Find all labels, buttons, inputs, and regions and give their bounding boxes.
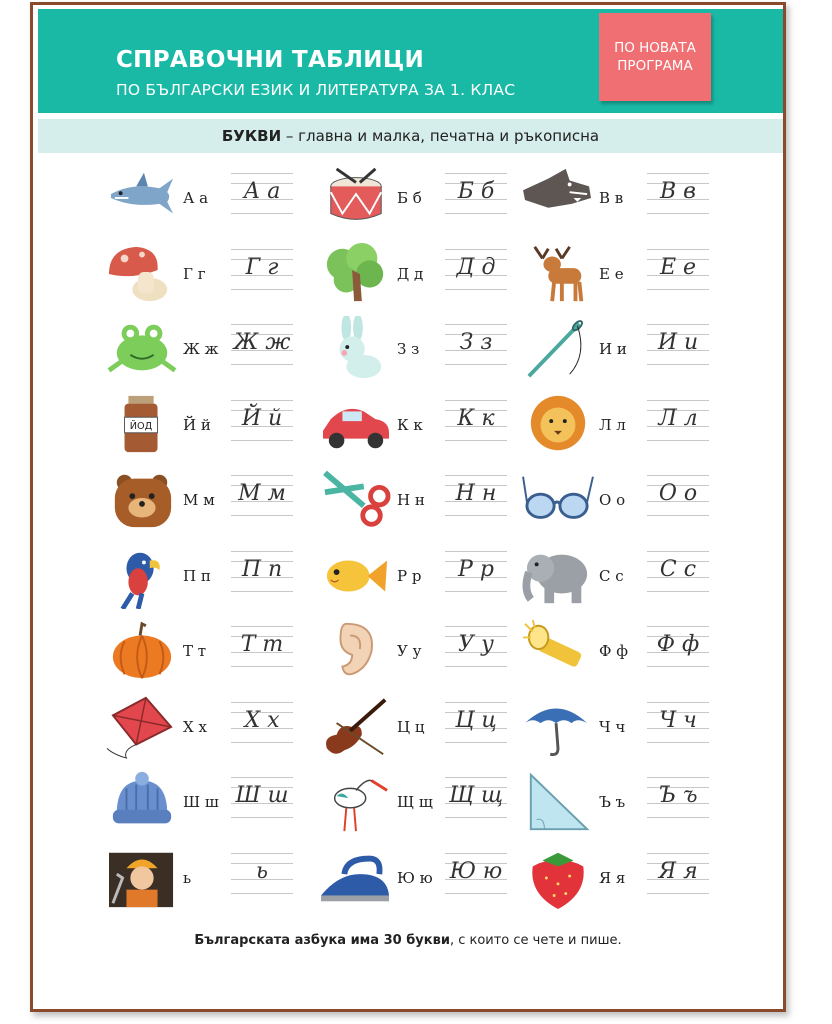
letter-card [317,165,547,237]
printed-letter: А а [183,189,209,207]
letter-card [103,543,333,615]
letter-card [317,467,547,539]
mushroom-icon [103,241,181,307]
section-heading-rest: – главна и малка, печатна и ръкописна [281,127,600,145]
flashlight-icon [519,618,597,684]
printed-letter: Ц ц [397,717,425,736]
handwritten-letter: П п [241,556,283,582]
printed-letter: Й й [183,415,211,434]
shark-icon [103,165,181,231]
printed-letter: Н н [397,491,425,509]
handwritten-letter: Ц ц [455,707,497,733]
printed-letter: М м [183,491,215,509]
elephant-icon [519,543,597,609]
handwritten-letter: Я я [658,858,698,884]
printed-letter: Л л [599,415,626,434]
handwritten-letter: З з [459,330,493,355]
stork-icon [317,769,395,835]
parrot-icon [103,543,181,609]
printed-letter: Ф ф [599,642,628,660]
car-icon [317,392,395,458]
handwritten-letter: Т т [240,632,284,657]
letter-card [103,467,333,539]
printed-letter: Е е [599,264,624,283]
handwritten-letter: Б б [457,179,495,204]
printed-letter: П п [183,566,211,585]
letter-card [317,241,547,313]
handwritten-letter: Ф ф [656,632,700,657]
section-heading-bold: БУКВИ [221,127,282,145]
iodine-bottle-icon [103,392,181,458]
rabbit-icon [317,316,395,382]
handwritten-letter: И и [657,330,699,355]
handwritten-letter: В в [660,179,696,204]
footer-note [33,933,783,948]
printed-letter: Г г [183,264,206,283]
handwritten-letter: Ю ю [449,858,503,884]
badge-line-2: ПРОГРАМА [617,58,693,74]
printed-letter: ь [183,868,192,887]
handwritten-letter: Л л [658,405,698,431]
letter-card [519,392,749,464]
letter-card [519,845,749,917]
footer-rest: , с които се чете и пише. [449,933,622,948]
printed-letter: Х х [183,717,207,736]
letter-card [519,316,749,388]
letter-card [103,241,333,313]
handwritten-letter: Х х [244,707,280,733]
printed-letter: З з [397,340,420,358]
printed-letter: Я я [599,868,626,887]
lion-icon [519,392,597,458]
page-title: СПРАВОЧНИ ТАБЛИЦИ [116,47,425,73]
printed-letter: У у [397,642,422,660]
printed-letter: С с [599,566,624,585]
letter-card [317,694,547,766]
hat-icon [103,769,181,835]
ear-icon [317,618,395,684]
printed-letter: И и [599,340,627,358]
printed-letter: Ч ч [599,717,626,736]
printed-letter: Д д [397,264,424,283]
umbrella-icon [519,694,597,760]
drum-icon [317,165,395,231]
page-subtitle: ПО БЪЛГАРСКИ ЕЗИК И ЛИТЕРАТУРА ЗА 1. КЛАС [116,81,516,99]
letter-card [519,769,749,841]
letter-card [317,618,547,690]
letter-card [103,165,333,237]
kite-icon [103,694,181,760]
bear-icon [103,467,181,533]
printed-letter: Р р [397,566,422,585]
printed-letter: В в [599,189,624,207]
handwritten-letter: Ч ч [659,707,697,733]
letter-card [317,316,547,388]
handwritten-letter: Ж ж [233,330,291,355]
pumpkin-icon [103,618,181,684]
handwritten-letter: О о [658,481,698,506]
triangle-ruler-icon [519,769,597,835]
handwritten-letter: ь [256,858,268,884]
section-heading [38,119,783,153]
printed-letter: Ж ж [183,340,219,358]
printed-letter: Т т [183,642,207,660]
letter-card [103,845,333,917]
handwritten-letter: Ъ ъ [658,783,698,808]
handwritten-letter: У у [458,632,494,657]
program-badge [599,13,711,101]
printed-letter: О о [599,491,626,509]
letter-card [317,543,547,615]
handwritten-letter: Ш ш [235,783,289,808]
iron-icon [317,845,395,911]
letter-card [103,316,333,388]
needle-icon [519,316,597,382]
letter-card [103,618,333,690]
iodine-label: ЙОД [129,420,153,432]
footer-bold: Българската азбука има 30 букви [194,933,450,948]
badge-line-1: ПО НОВАТА [614,40,696,56]
handwritten-letter: Н н [455,481,497,506]
handwritten-letter: Г г [245,254,279,280]
handwritten-letter: С с [659,556,697,582]
handwritten-letter: Щ щ [448,783,504,808]
printed-letter: Б б [397,189,422,207]
letter-card [519,165,749,237]
printed-letter: Ю ю [397,868,433,887]
letter-card [519,543,749,615]
letter-card [103,392,333,464]
letter-card [519,694,749,766]
printed-letter: К к [397,415,423,434]
letter-card [519,241,749,313]
wolf-icon [519,165,597,231]
fish-icon [317,543,395,609]
letter-card [317,392,547,464]
poster-frame [30,2,786,1012]
glasses-icon [519,467,597,533]
violin-icon [317,694,395,760]
deer-icon [519,241,597,307]
letter-card [103,694,333,766]
header-banner [38,9,783,113]
scissors-icon [317,467,395,533]
letter-card [317,769,547,841]
handwritten-letter: А а [243,179,281,204]
letter-card [317,845,547,917]
handwritten-letter: Е е [659,254,697,280]
letter-card [103,769,333,841]
tree-icon [317,241,395,307]
printed-letter: Ъ ъ [599,793,626,811]
frog-icon [103,316,181,382]
handwritten-letter: Й й [241,405,283,431]
handwritten-letter: М м [238,481,286,506]
printed-letter: Щ щ [397,793,433,811]
handwritten-letter: К к [457,405,495,431]
strawberry-icon [519,845,597,911]
letter-card [519,467,749,539]
miner-icon [103,845,181,911]
letter-card [519,618,749,690]
printed-letter: Ш ш [183,793,219,811]
handwritten-letter: Р р [458,556,494,582]
handwritten-letter: Д д [456,254,496,280]
